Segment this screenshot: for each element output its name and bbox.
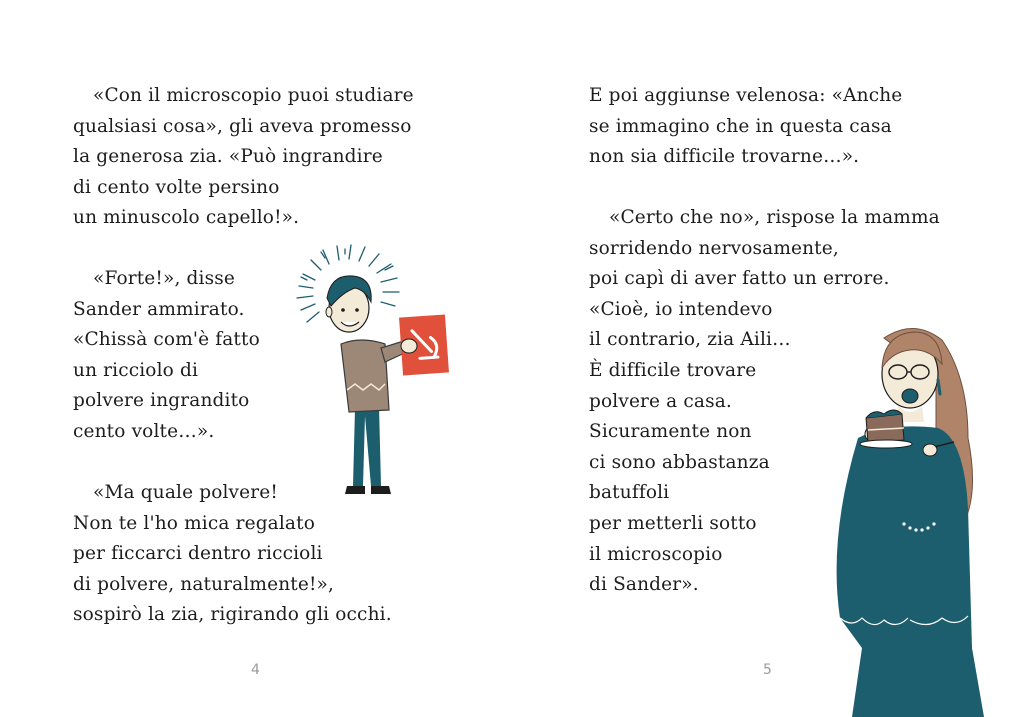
page-number: 5 — [763, 662, 772, 678]
text-line: sorridendo nervosamente, — [589, 237, 839, 259]
text-line: polvere a casa. — [589, 390, 732, 412]
text-line: «Con il microscopio puoi studiare — [93, 85, 414, 106]
text-line: per metterli sotto — [589, 512, 757, 534]
text-line: Sander ammirato. — [73, 298, 245, 320]
aunt-eating-cake-illustration — [818, 318, 996, 717]
text-line: «Forte!», disse — [93, 268, 235, 289]
text-line: polvere ingrandito — [73, 390, 250, 412]
text-line: sospirò la zia, rigirando gli occhi. — [73, 604, 392, 626]
text-line: un minuscolo capello!». — [73, 207, 300, 229]
left-paragraph-2 — [73, 264, 260, 448]
text-line: la generosa zia. «Può ingrandire — [73, 146, 383, 168]
text-line: È difficile trovare — [589, 359, 757, 381]
text-line: di cento volte persino — [73, 176, 280, 198]
text-line: se immagino che in questa casa — [589, 115, 892, 137]
right-paragraph-1 — [589, 81, 902, 173]
text-line: E poi aggiunse velenosa: «Anche — [589, 85, 903, 106]
text-line: «Certo che no», rispose la mamma — [609, 207, 940, 228]
text-line: qualsiasi cosa», gli aveva promesso — [73, 115, 412, 137]
text-line: il contrario, zia Aili… — [589, 329, 791, 351]
text-line: poi capì di aver fatto un errore. — [589, 268, 890, 290]
text-line: «Chissà com'è fatto — [73, 329, 260, 351]
text-line: cento volte…». — [73, 420, 215, 442]
right-page — [512, 0, 1024, 717]
text-line: Sicuramente non — [589, 421, 752, 443]
page-number: 4 — [251, 662, 260, 678]
text-line: ci sono abbastanza — [589, 451, 770, 473]
text-line: il microscopio — [589, 543, 723, 565]
text-line: di Sander». — [589, 574, 699, 596]
text-line: batuffoli — [589, 482, 670, 504]
text-line: di polvere, naturalmente!», — [73, 573, 335, 595]
left-paragraph-1 — [73, 81, 414, 234]
text-line: Non te l'ho mica regalato — [73, 512, 315, 534]
text-line: un ricciolo di — [73, 359, 199, 381]
text-line: per ficcarci dentro riccioli — [73, 543, 323, 565]
boy-with-microscope-illustration — [285, 240, 450, 502]
text-line: «Ma quale polvere! — [93, 482, 278, 503]
text-line: «Cioè, io intendevo — [589, 298, 773, 320]
text-line: non sia difficile trovarne…». — [589, 146, 860, 168]
